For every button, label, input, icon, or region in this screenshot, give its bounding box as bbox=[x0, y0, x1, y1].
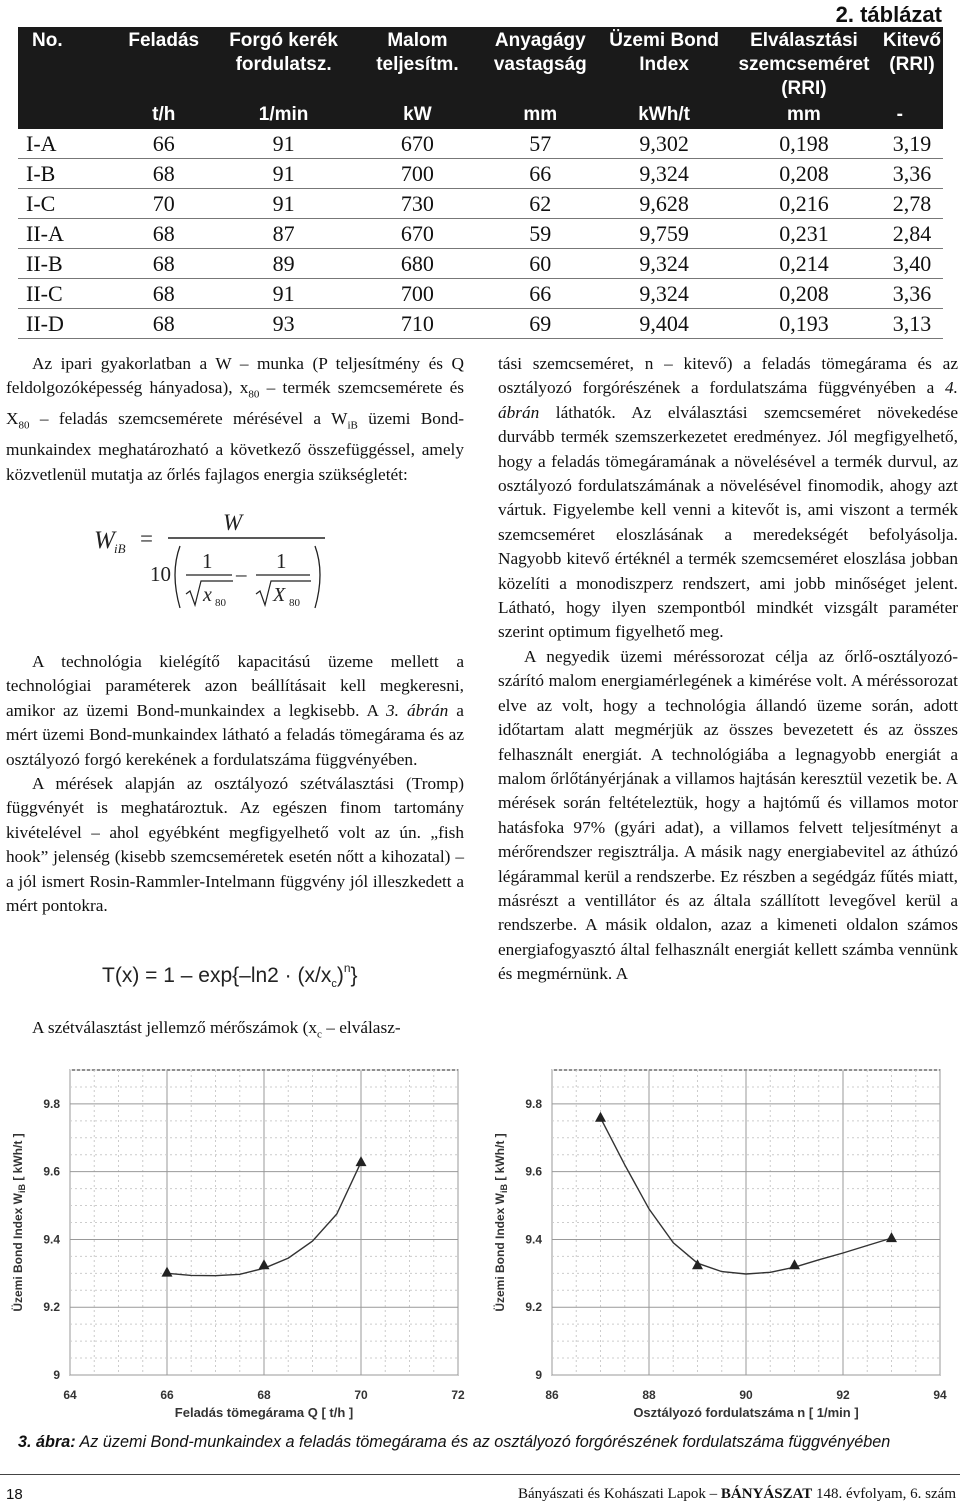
text: a mért üzemi Bond-munkaindex látható a feladás tömegárama és az osztályozó forgó kerekének a fordulatszáma függvényében. bbox=[6, 700, 464, 769]
figure-ref: 4. ábrán bbox=[498, 378, 958, 422]
unit-mill-power: kW bbox=[356, 101, 480, 129]
table-cell: 91 bbox=[212, 279, 356, 309]
right-column bbox=[498, 352, 958, 987]
table-cell: 9,324 bbox=[601, 159, 727, 189]
x-axis-label: Osztályozó fordulatszáma n [ 1/min ] bbox=[633, 1405, 859, 1420]
table-cell: 9,404 bbox=[601, 309, 727, 339]
y-tick-label: 9.6 bbox=[43, 1164, 60, 1179]
table-cell: 3,36 bbox=[881, 159, 943, 189]
table-cell: 89 bbox=[212, 249, 356, 279]
svg-text:T(x) = 1 – exp{–ln2 · (x/xc)n} bbox=[102, 961, 358, 990]
table-cell: 0,208 bbox=[727, 159, 881, 189]
formula-eq: = bbox=[140, 526, 153, 551]
table-cell: 0,193 bbox=[727, 309, 881, 339]
text: láthatók. Az elválasztási szemcseméret növekedése durvább termék szemszerkezetet eredményez. Jól megfigyelhető, hogy a feladás tömegáramának a növelésével a termék durvul, az osztályozó fordulatszámának a növelésével finomodik, ahogy azt vártuk. Figyelembe kell venni a kitevőt is, ami viszont a termék szemcseméret eloszlásának a meredekségét befolyásolja. Nagyobb kitevő értéknél a termék szemcseméret eloszlása jobban közelíti a monodiszperz rendszert, ami jobb minőséget jelent. Látható, hogy ilyen szempontból mindkét vizsgált paraméter szerint optimum figyelhető meg. bbox=[498, 402, 958, 642]
text: – feladás szemcsemérete mérésével a W bbox=[29, 409, 348, 429]
formula-lhs: W bbox=[94, 527, 115, 554]
table-cell: 2,84 bbox=[881, 219, 943, 249]
table-cell: 0,198 bbox=[727, 129, 881, 159]
text: – termék szemcsemérete és X bbox=[6, 378, 464, 429]
table-cell: I-A bbox=[18, 129, 116, 159]
table-row bbox=[18, 309, 943, 339]
y-axis-label-main: Üzemi Bond Index W bbox=[11, 1192, 25, 1312]
y-axis-label-main: Üzemi Bond Index W bbox=[493, 1192, 507, 1312]
formula-one-a: 1 bbox=[202, 549, 213, 573]
paragraph bbox=[6, 650, 464, 772]
left-column bbox=[6, 352, 464, 487]
figure-caption bbox=[18, 1433, 890, 1452]
journal-footer bbox=[518, 1486, 956, 1503]
formula-minus: – bbox=[236, 562, 247, 586]
table-cell: 2,78 bbox=[881, 189, 943, 219]
table-cell: 680 bbox=[356, 249, 480, 279]
table-cell: 9,628 bbox=[601, 189, 727, 219]
footer-rule bbox=[0, 1474, 960, 1475]
text: A technológia kielégítő kapacitású üzeme mellett a technológiai paraméterek azon beállításait kell megkeresni, amikor az üzemi Bond-munkaindex a legkisebb. A bbox=[6, 652, 464, 720]
x-tick-label: 90 bbox=[739, 1388, 753, 1402]
formula2-sub: c bbox=[331, 978, 337, 990]
header-bed-thickness: Anyagágy vastagság bbox=[479, 27, 601, 101]
table-cell: I-B bbox=[18, 159, 116, 189]
text: tási szemcseméret, n – kitevő) a feladás tömegárama és az osztályozó forgórészének a fordulatszáma függvényében a bbox=[498, 354, 958, 398]
journal-bold: BÁNYÁSZAT bbox=[720, 1486, 813, 1502]
text: Az ipari gyakorlatban a W – munka (P teljesítmény és Q feldolgozóképesség hányadosa), x bbox=[6, 354, 464, 398]
header-mill-power: Malom teljesítm. bbox=[356, 27, 480, 101]
table-cell: 59 bbox=[479, 219, 601, 249]
formula2-close: ) bbox=[336, 964, 344, 987]
formula-one-b: 1 bbox=[276, 549, 287, 573]
formula-X: X bbox=[273, 584, 286, 606]
y-tick-label: 9.4 bbox=[525, 1232, 542, 1247]
figure-caption-text: Az üzemi Bond-munkaindex a feladás tömegárama és az osztályozó forgórészének fordulatszáma függvényében bbox=[75, 1433, 891, 1451]
table-cell: 0,208 bbox=[727, 279, 881, 309]
paragraph bbox=[498, 352, 958, 645]
journal-name: Bányászati és Kohászati Lapok – bbox=[518, 1486, 721, 1502]
y-axis-label-unit: [ kWh/t ] bbox=[11, 1133, 25, 1184]
rosin-rammler-formula bbox=[100, 955, 390, 991]
x-tick-label: 68 bbox=[257, 1388, 271, 1402]
table-body bbox=[18, 129, 943, 339]
y-tick-label: 9.4 bbox=[43, 1232, 60, 1247]
x-tick-label: 72 bbox=[451, 1388, 465, 1402]
left-column-2 bbox=[6, 650, 464, 918]
formula-x-sub: 80 bbox=[215, 597, 226, 609]
table-cell: II-B bbox=[18, 249, 116, 279]
table-cell: 93 bbox=[212, 309, 356, 339]
table-header-row bbox=[18, 27, 943, 101]
table-cell: 670 bbox=[356, 219, 480, 249]
header-rotor-speed: Forgó kerék fordulatsz. bbox=[212, 27, 356, 101]
table-row bbox=[18, 189, 943, 219]
header-no: No. bbox=[18, 27, 116, 101]
page-number: 18 bbox=[6, 1486, 23, 1503]
y-tick-label: 9.2 bbox=[525, 1300, 542, 1315]
formula-X-sub: 80 bbox=[289, 597, 300, 609]
header-exponent: Kitevő (RRI) bbox=[881, 27, 943, 101]
table-cell: 9,324 bbox=[601, 249, 727, 279]
unit-exponent: - bbox=[881, 101, 943, 129]
unit-rotor-speed: 1/min bbox=[212, 101, 356, 129]
unit-cut-size: mm bbox=[727, 101, 881, 129]
table-cell: 9,759 bbox=[601, 219, 727, 249]
table-cell: 60 bbox=[479, 249, 601, 279]
table-unit-row bbox=[18, 101, 943, 129]
y-axis-label-sub: iB bbox=[17, 1183, 27, 1193]
y-tick-label: 9 bbox=[535, 1368, 542, 1382]
table-cell: 57 bbox=[479, 129, 601, 159]
table-cell: 9,302 bbox=[601, 129, 727, 159]
table-cell: 3,36 bbox=[881, 279, 943, 309]
x-tick-label: 64 bbox=[63, 1388, 77, 1402]
unit-feed: t/h bbox=[116, 101, 212, 129]
x-tick-label: 88 bbox=[642, 1388, 656, 1402]
table-cell: 3,40 bbox=[881, 249, 943, 279]
table-cell: 66 bbox=[479, 159, 601, 189]
table-cell: 670 bbox=[356, 129, 480, 159]
unit-bond-index: kWh/t bbox=[601, 101, 727, 129]
y-axis-label bbox=[492, 1133, 509, 1311]
figure-ref: 3. ábrán bbox=[386, 700, 449, 720]
x-tick-label: 92 bbox=[836, 1388, 850, 1402]
y-axis-label-sub: iB bbox=[499, 1183, 509, 1193]
chart-feed-rate bbox=[0, 1060, 478, 1426]
paragraph: A negyedik üzemi méréssorozat célja az őrlő-osztályozó-szárító malom energiamérlegének a kimérése volt. A méréssorozat elve az volt, hogy a technológia állandó üzeme során, adott időtartam alatt megmérjük az összes bevezetett és az összes felhasznált energiát. A technológiába a legnagyobb energiát a malom őrlőtányérjának a villamos hajtásán keresztül vezetik be. A mérések során feltételeztük, hogy a hajtómű és villamos motor hatásfoka 97% (gyári adat), a villamos felvett teljesítményt a mérőrendszer regisztrálja. A másik nagy energiabevitel az áthúzó légárammal kerül a rendszerbe. Ez részben a segédgáz fűtés miatt, másrészt a ventillátor és az általa szállított levegővel kerül a rendszerbe. A másik oldalon, azaz a kimeneti oldalon számos energiafogyasztó által felhasznált energiát kellett számba vennünk és megmérnünk. A bbox=[498, 646, 958, 984]
x-tick-label: 86 bbox=[545, 1388, 559, 1402]
table-row bbox=[18, 159, 943, 189]
header-feed: Feladás bbox=[116, 27, 212, 101]
table-cell: 0,231 bbox=[727, 219, 881, 249]
measurement-table bbox=[18, 27, 943, 339]
y-tick-label: 9.6 bbox=[525, 1164, 542, 1179]
journal-volume: 148. évfolyam, 6. szám bbox=[812, 1486, 956, 1502]
left-column-3 bbox=[6, 1016, 464, 1047]
y-tick-label: 9.2 bbox=[43, 1300, 60, 1315]
x-tick-label: 66 bbox=[160, 1388, 174, 1402]
formula2-text: T(x) = 1 – exp{–ln2 · (x/x bbox=[102, 964, 332, 987]
unit-no bbox=[18, 101, 116, 129]
table-cell: 69 bbox=[479, 309, 601, 339]
y-tick-label: 9 bbox=[53, 1368, 60, 1382]
text: A szétválasztást jellemző mérőszámok (x bbox=[32, 1018, 318, 1037]
table-cell: 68 bbox=[116, 219, 212, 249]
text: üzemi Bond-munkaindex meghatározható a következő összefüggéssel, amely közvetlenül mutatja az őrlés fajlagos energia szükségletét: bbox=[6, 409, 464, 484]
formula-lhs-sub: iB bbox=[114, 541, 126, 556]
table-cell: 700 bbox=[356, 159, 480, 189]
chart-classifier-speed bbox=[482, 1060, 960, 1426]
table-cell: 68 bbox=[116, 159, 212, 189]
paragraph: A mérések alapján az osztályozó szétválasztási (Tromp) függvényét is meghatároztuk. Az egészen finom tartomány kivételével – ahol egyébként megfigyelhető volt az ún. „fish hook” jelenség (kisebb szemcseméretek esetén nőtt a kihozatal) – a jól ismert Rosin-Rammler-Intelmann függvény jól illeszkedett a mért pontokra. bbox=[6, 774, 464, 916]
unit-bed-thickness: mm bbox=[479, 101, 601, 129]
y-axis-label bbox=[10, 1133, 27, 1311]
subscript: c bbox=[317, 1028, 322, 1041]
table-cell: 91 bbox=[212, 159, 356, 189]
table-cell: 91 bbox=[212, 129, 356, 159]
table-cell: 730 bbox=[356, 189, 480, 219]
table-cell: 68 bbox=[116, 279, 212, 309]
table-cell: 70 bbox=[116, 189, 212, 219]
table-row bbox=[18, 129, 943, 159]
table-row bbox=[18, 279, 943, 309]
table-cell: 0,216 bbox=[727, 189, 881, 219]
table-cell: 700 bbox=[356, 279, 480, 309]
table-cell: 66 bbox=[116, 129, 212, 159]
table-cell: II-C bbox=[18, 279, 116, 309]
subscript: 80 bbox=[18, 419, 30, 432]
x-tick-label: 70 bbox=[354, 1388, 368, 1402]
subscript: iB bbox=[347, 419, 358, 432]
table-cell: 3,13 bbox=[881, 309, 943, 339]
subscript: 80 bbox=[248, 388, 260, 401]
table-cell: 68 bbox=[116, 249, 212, 279]
text: – elválasz- bbox=[321, 1018, 401, 1037]
table-row bbox=[18, 219, 943, 249]
table-cell: 62 bbox=[479, 189, 601, 219]
figure-caption-number: 3. ábra: bbox=[18, 1433, 76, 1451]
formula2-end: } bbox=[350, 964, 358, 987]
paragraph bbox=[6, 352, 464, 487]
table-cell: 87 bbox=[212, 219, 356, 249]
table-cell: 9,324 bbox=[601, 279, 727, 309]
table-cell: 0,214 bbox=[727, 249, 881, 279]
formula-x: x bbox=[203, 584, 212, 606]
formula2-sup: n bbox=[343, 961, 351, 975]
paragraph bbox=[6, 1016, 464, 1047]
x-tick-label: 94 bbox=[933, 1388, 947, 1402]
table-row bbox=[18, 249, 943, 279]
table-cell: 3,19 bbox=[881, 129, 943, 159]
table-cell: 91 bbox=[212, 189, 356, 219]
table-cell: 68 bbox=[116, 309, 212, 339]
header-cut-size: Elválasztási szemcseméret (RRI) bbox=[727, 27, 881, 101]
table-cell: II-A bbox=[18, 219, 116, 249]
y-tick-label: 9.8 bbox=[525, 1096, 542, 1111]
y-tick-label: 9.8 bbox=[43, 1096, 60, 1111]
table-cell: II-D bbox=[18, 309, 116, 339]
header-bond-index: Üzemi Bond Index bbox=[601, 27, 727, 101]
table-caption: 2. táblázat bbox=[835, 2, 942, 27]
formula-ten: 10 bbox=[150, 562, 171, 586]
y-axis-label-unit: [ kWh/t ] bbox=[493, 1133, 507, 1184]
formula-numerator: W bbox=[223, 510, 243, 535]
bond-index-formula bbox=[90, 508, 330, 620]
table-cell: 710 bbox=[356, 309, 480, 339]
table-cell: 66 bbox=[479, 279, 601, 309]
table-cell: I-C bbox=[18, 189, 116, 219]
x-axis-label: Feladás tömegárama Q [ t/h ] bbox=[174, 1405, 354, 1420]
